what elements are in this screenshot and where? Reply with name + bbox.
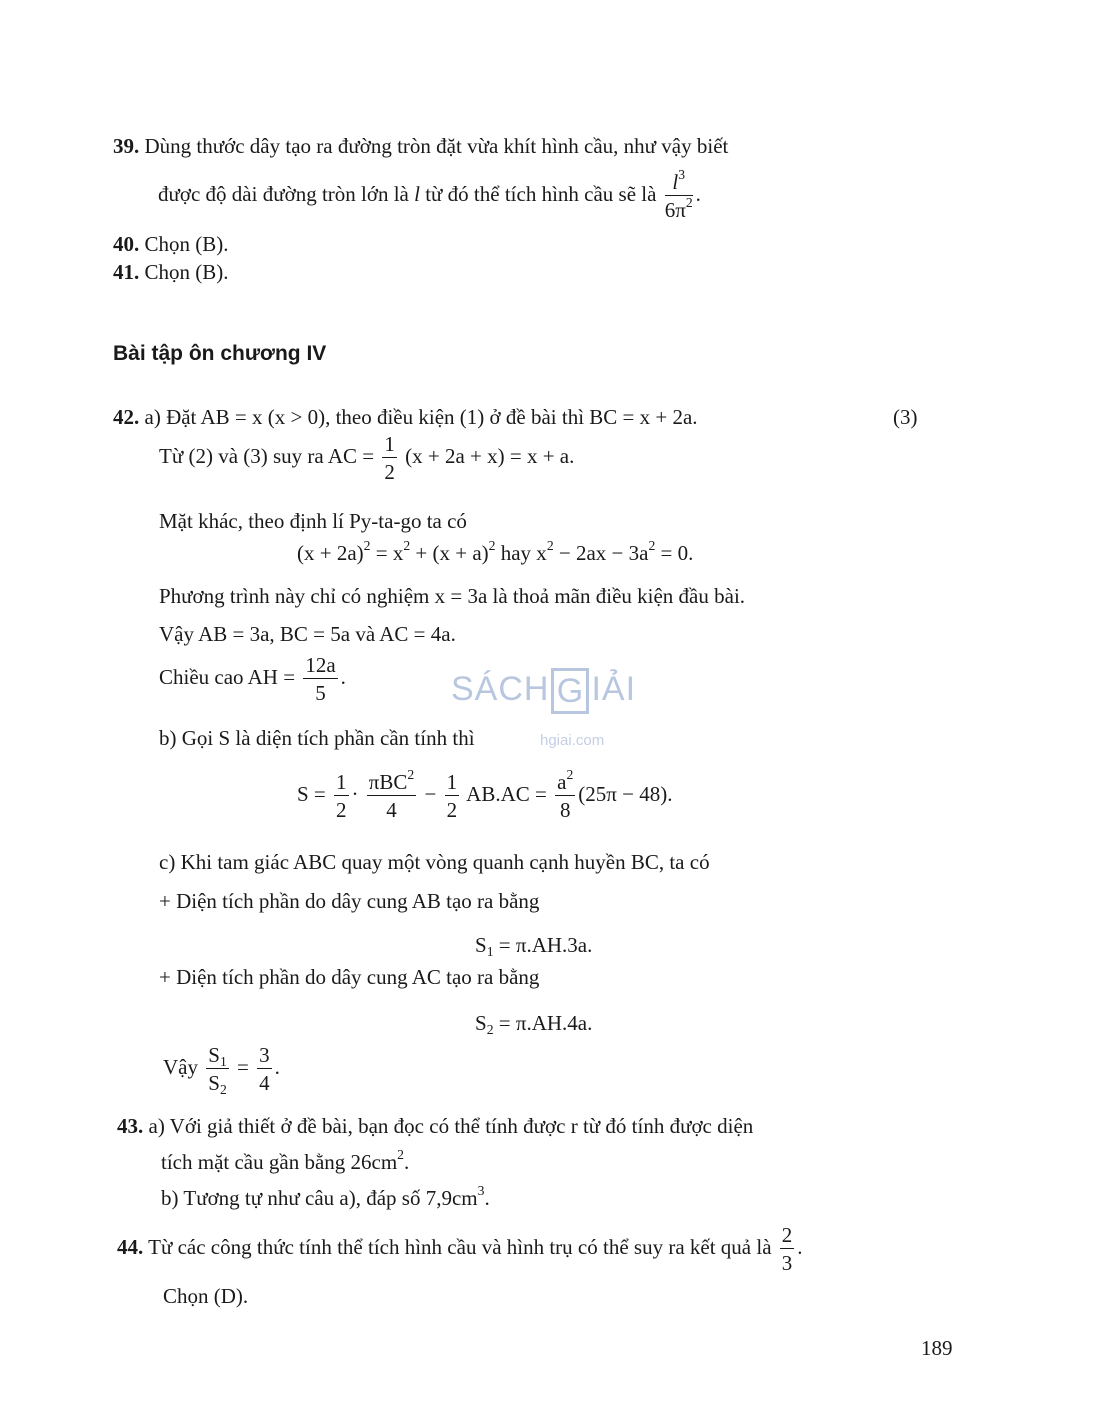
problem-number: 44. [117,1234,144,1259]
watermark-url: hgiai.com [540,732,605,749]
s1-equation [475,933,593,960]
section-heading: Bài tập ôn chương IV [113,342,327,365]
exponent: 2 [685,194,693,210]
eq-part: = x [370,541,404,565]
problem-43-line2 [161,1146,410,1174]
ratio-equation [163,1043,280,1098]
text: Dùng thước dây tạo ra đường tròn đặt vừa khít hình cầu, như vậy biết [144,134,729,158]
operator: = [237,1054,249,1079]
problem-42-c-line2: + Diện tích phần do dây cung AB tạo ra bằng [159,889,540,913]
problem-43-line3 [161,1182,490,1210]
text: từ đó thể tích hình cầu sẽ là [419,181,657,206]
numerator: 1 [382,432,397,458]
fraction-s1-s2 [206,1043,229,1098]
watermark-logo [451,668,636,714]
exponent: 2 [566,766,574,782]
text: Vậy [163,1054,198,1079]
text: a) Đặt AB = x (x > 0), theo điều kiện (1) ở đề bài thì BC = x + 2a. [144,405,698,429]
problem-number: 41. [113,260,140,284]
exponent: 2 [397,1146,404,1162]
fraction-1-2 [382,432,397,484]
problem-42-a-line6: Vậy AB = 3a, BC = 5a và AC = 4a. [159,622,456,646]
problem-42-a-line2 [159,432,574,484]
text: S = [297,781,326,806]
variable: l [414,181,420,206]
s2-equation [475,1011,593,1038]
numerator: S [208,1043,220,1067]
text: Chọn (B). [144,260,229,284]
text: AB.AC = [466,781,547,806]
exponent: 3 [477,1182,485,1198]
numerator: 3 [257,1043,272,1069]
problem-40 [113,234,229,255]
eq-part: hay x [495,541,547,565]
logo-g: G [551,668,589,714]
text: = π.AH.4a. [493,1011,593,1035]
text: Chiều cao AH = [159,664,296,689]
text: b) Tương tự như câu a), đáp số 7,9cm [161,1186,478,1210]
numerator: 1 [445,770,460,796]
numerator: 12a [303,653,337,679]
text: Chọn (B). [144,232,229,256]
fraction-3-4 [257,1043,272,1095]
fraction-1-2 [334,770,349,822]
pythagoras-equation [297,537,694,565]
subscript: 2 [486,1022,494,1038]
denominator: 4 [386,798,397,823]
text: được độ dài đường tròn lớn là [158,181,415,206]
text: a) Với giả thiết ở đề bài, bạn đọc có thể tính được r từ đó tính được diện [148,1114,754,1138]
problem-44-line1 [117,1223,803,1275]
text: (25π − 48). [578,781,673,806]
punctuation: . [695,181,701,206]
fraction-l3-over-6pi2 [664,166,693,223]
text: = π.AH.3a. [493,933,593,957]
eq-part: − 2ax − 3a [553,541,649,565]
problem-42-a-line5: Phương trình này chỉ có nghiệm x = 3a là thoả mãn điều kiện đầu bài. [159,584,746,608]
numerator: πBC [368,770,408,794]
punctuation: . [340,664,346,689]
area-equation [297,766,673,823]
problem-42-a-line1 [113,407,698,428]
exponent: 2 [488,537,496,553]
fraction-12a-5 [303,653,337,705]
fraction-1-2 [445,770,460,822]
eq-part: = 0. [655,541,694,565]
numerator: a [557,770,567,794]
problem-39-line1 [113,136,728,157]
exponent: 2 [546,537,554,553]
denominator: 3 [781,1251,793,1276]
subscript: 1 [219,1054,227,1070]
operator: − [424,781,437,806]
problem-43-line1 [117,1116,753,1137]
logo-text: IẢI [591,669,637,708]
operator: · [351,781,359,806]
exponent: 2 [407,766,415,782]
text: (x + 2a + x) = x + a. [405,443,575,468]
problem-number: 39. [113,134,140,158]
numerator: 1 [334,770,349,796]
problem-42-c-line1: c) Khi tam giác ABC quay một vòng quanh cạnh huyền BC, ta có [159,850,710,874]
problem-number: 40. [113,232,140,256]
punctuation: . [404,1150,410,1174]
punctuation: . [797,1234,803,1259]
numerator: l [672,170,679,194]
denominator: 6π [664,198,686,223]
problem-41 [113,262,229,283]
equation-tag: (3) [893,405,918,429]
problem-44-line2: Chọn (D). [163,1284,249,1308]
denominator: 4 [259,1071,270,1096]
denominator: 5 [315,681,326,706]
exponent: 3 [678,166,686,182]
text: tích mặt cầu gần bằng 26cm [161,1150,398,1174]
exponent: 2 [648,537,656,553]
subscript: 1 [486,944,494,960]
denominator: 2 [446,798,458,823]
eq-part: + (x + a) [410,541,489,565]
text: Từ các công thức tính thể tích hình cầu và hình trụ có thể suy ra kết quả là [148,1234,772,1259]
exponent: 2 [363,537,371,553]
problem-42-a-line7 [159,653,346,705]
problem-39-line2 [158,166,701,223]
symbol: S [475,1011,487,1035]
symbol: S [475,933,487,957]
subscript: 2 [219,1082,227,1098]
problem-42-c-line4: + Diện tích phần do dây cung AC tạo ra bằng [159,965,540,989]
fraction-piBC2-4 [367,766,416,823]
denominator: 2 [384,460,395,485]
logo-text: SÁCH [451,669,550,708]
page-number: 189 [921,1336,953,1360]
fraction-2-3 [780,1223,795,1275]
problem-number: 43. [117,1114,144,1138]
denominator: 2 [336,798,347,823]
punctuation: . [274,1054,280,1079]
denominator: S [208,1071,220,1096]
problem-number: 42. [113,405,140,429]
eq-part: (x + 2a) [297,541,364,565]
punctuation: . [484,1186,490,1210]
fraction-a2-8 [555,766,575,823]
problem-42-a-line3: Mặt khác, theo định lí Py-ta-go ta có [159,509,467,533]
numerator: 2 [780,1223,795,1249]
problem-42-b-line1: b) Gọi S là diện tích phần cần tính thì [159,726,475,750]
denominator: 8 [559,798,571,823]
exponent: 2 [403,537,411,553]
text: Từ (2) và (3) suy ra AC = [159,443,375,468]
